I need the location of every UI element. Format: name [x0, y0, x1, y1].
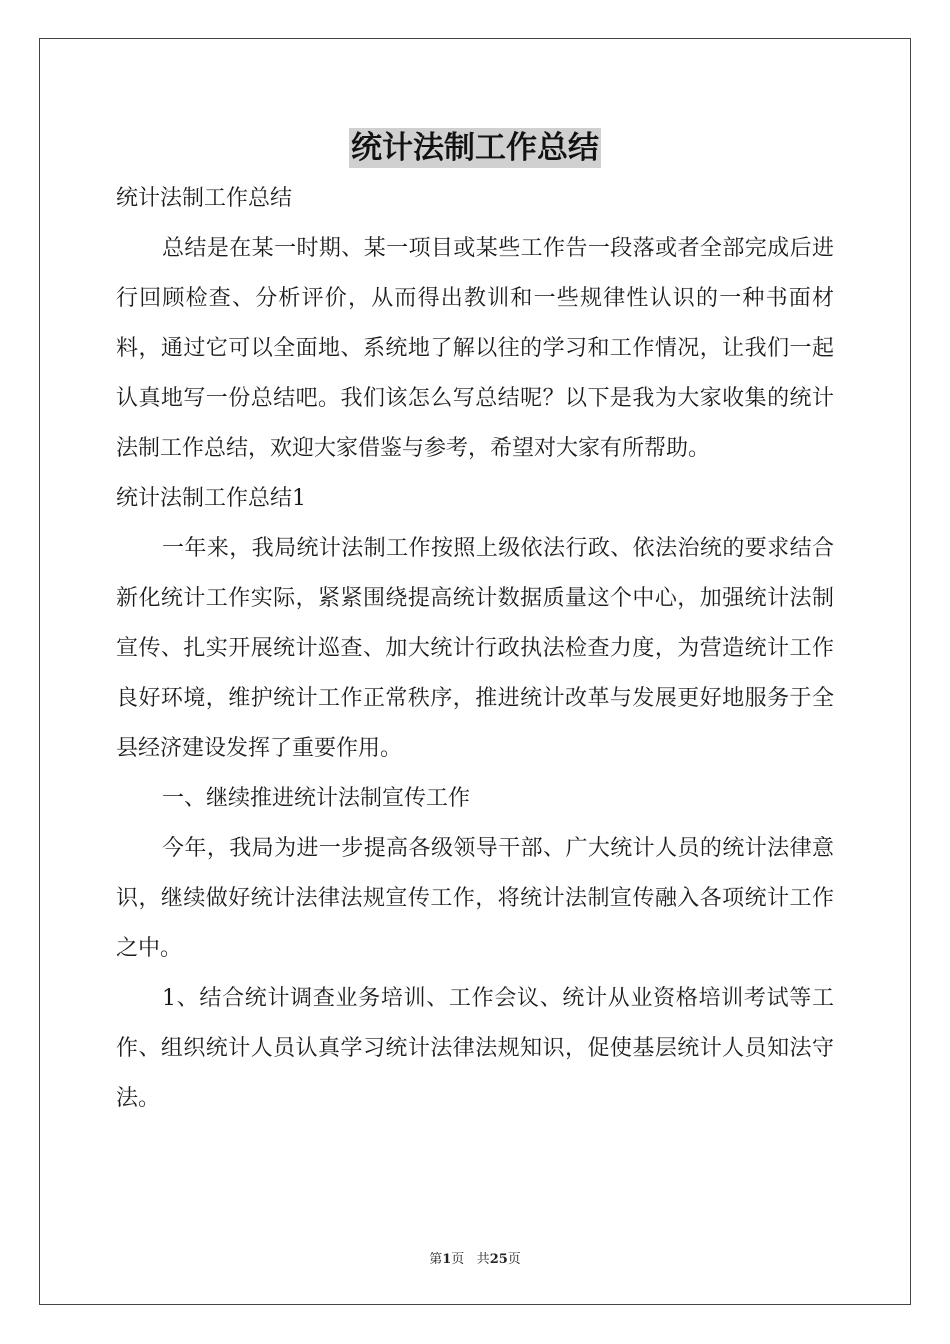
footer-total-suffix: 页	[507, 1252, 521, 1267]
footer-page-suffix: 页	[451, 1252, 465, 1267]
page-footer	[0, 1248, 950, 1267]
paragraph-1: 总结是在某一时期、某一项目或某些工作告一段落或者全部完成后进行回顾检查、分析评价，从而得出教训和一些规律性认识的一种书面材料，通过它可以全面地、系统地了解以往的学习和工作情况，让我们一起认真地写一份总结吧。我们该怎么写总结呢？以下是我为大家收集的统计法制工作总结，欢迎大家借鉴与参考，希望对大家有所帮助。	[116, 236, 834, 461]
paragraph-4: 一、继续推进统计法制宣传工作	[162, 786, 471, 811]
footer-page-number: 1	[442, 1252, 452, 1267]
footer-total-prefix: 共	[476, 1252, 490, 1267]
document-body	[116, 174, 834, 1124]
footer-total-pages: 25	[489, 1252, 508, 1267]
paragraph-0: 统计法制工作总结	[116, 186, 293, 211]
paragraph-6: 1、结合统计调查业务培训、工作会议、统计从业资格培训考试等工作、组织统计人员认真学习统计法律法规知识，促使基层统计人员知法守法。	[116, 986, 834, 1111]
footer-prefix: 第	[429, 1252, 443, 1267]
document-title: 统计法制工作总结	[351, 130, 599, 166]
paragraph-2: 统计法制工作总结1	[116, 486, 306, 511]
paragraph-3: 一年来，我局统计法制工作按照上级依法行政、依法治统的要求结合新化统计工作实际，紧紧围绕提高统计数据质量这个中心，加强统计法制宣传、扎实开展统计巡查、加大统计行政执法检查力度，为营造统计工作良好环境，维护统计工作正常秩序，推进统计改革与发展更好地服务于全县经济建设发挥了重要作用。	[116, 536, 834, 761]
paragraph-5: 今年，我局为进一步提高各级领导干部、广大统计人员的统计法律意识，继续做好统计法律法规宣传工作，将统计法制宣传融入各项统计工作之中。	[116, 836, 834, 961]
title-wrap	[0, 128, 950, 168]
